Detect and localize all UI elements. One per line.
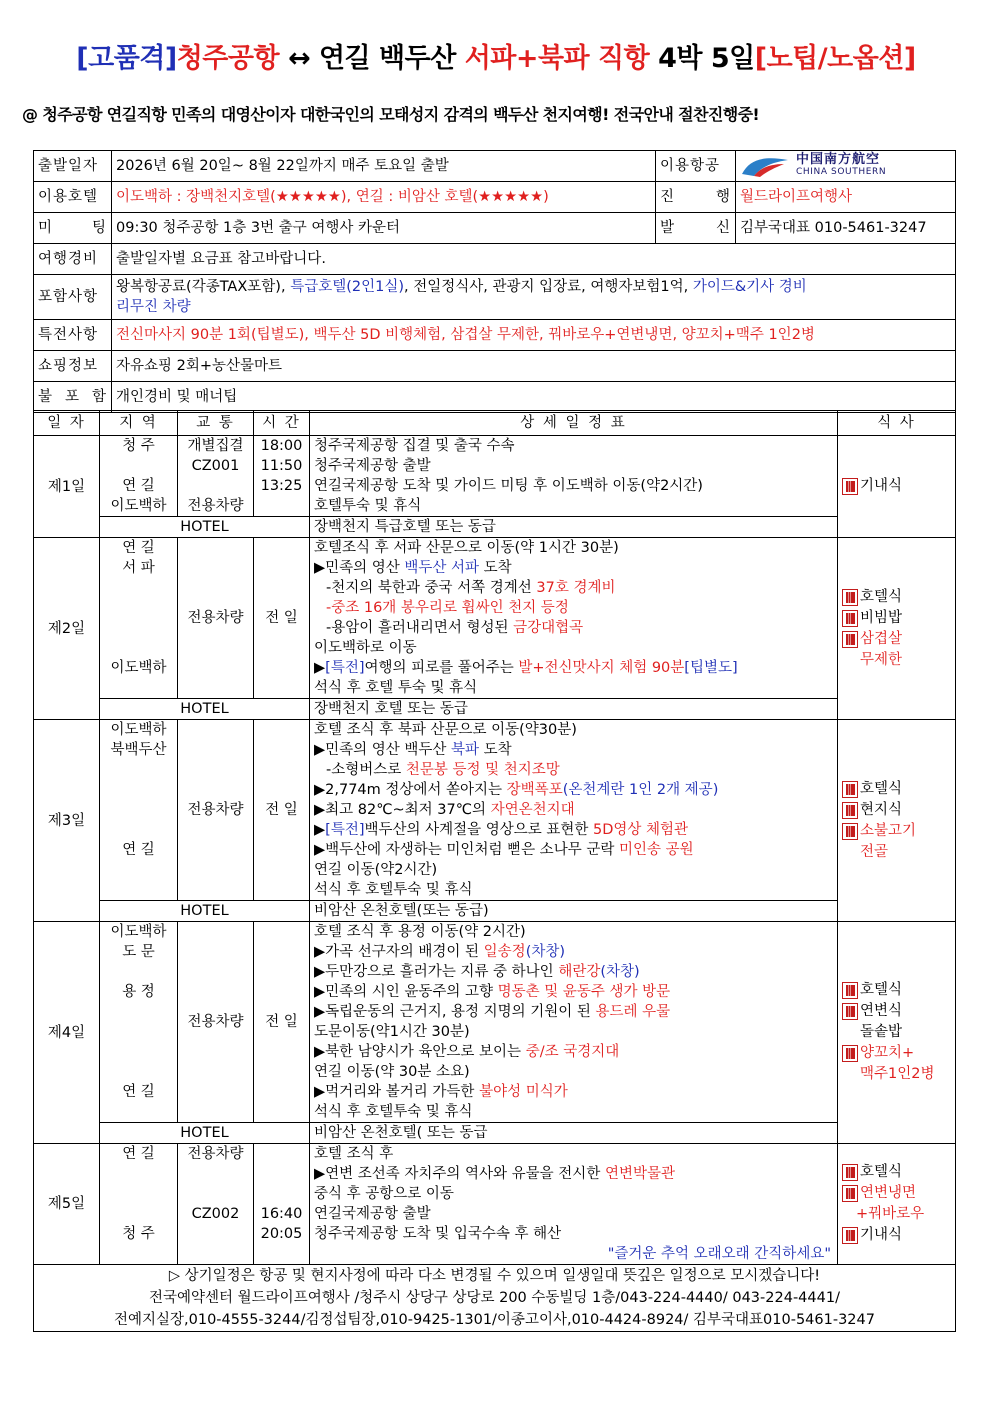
footer-notice bbox=[34, 1265, 956, 1332]
day-1-hotel-label: HOTEL bbox=[100, 517, 310, 538]
page-subtitle: @ 청주공항 연길직항 민족의 대영산이자 대한국인의 모태성지 감격의 백두산 천지여행! 전국안내 절찬진행중! bbox=[22, 105, 760, 124]
day-3-meals: 호텔식 현지식 소불고기 전골 bbox=[838, 720, 956, 922]
meal-icon bbox=[842, 982, 858, 999]
airline-name-en: CHINA SOUTHERN bbox=[796, 167, 887, 177]
excluded-value: 개인경비 및 매너팁 bbox=[112, 382, 956, 413]
day-1-transport: 개별집결 CZ001 전용차량 bbox=[178, 436, 254, 517]
day-4-transport: 전용차량 bbox=[178, 922, 254, 1123]
header-day: 일 자 bbox=[34, 411, 100, 436]
meal-icon bbox=[842, 1164, 858, 1181]
header-detail: 상 세 일 정 표 bbox=[310, 411, 838, 436]
page-title bbox=[0, 36, 992, 75]
day-2-hotel-label: HOTEL bbox=[100, 699, 310, 720]
day-3-hotel-label: HOTEL bbox=[100, 901, 310, 922]
footer-line-3: 전예지실장,010-4555-3244/김정섭팀장,010-9425-1301/이종고이사,010-4424-8924/ 김부국대표010-5461-3247 bbox=[113, 1312, 875, 1328]
footer-line-1: ▷ 상기일정은 항공 및 현지사정에 따라 다소 변경될 수 있으며 일생일대 뜻깊은 일정으로 모시겠습니다! bbox=[168, 1268, 821, 1284]
day-3-time: 전 일 bbox=[254, 720, 310, 901]
title-route: 서파+북파 직항 bbox=[464, 43, 650, 74]
cost-label: 여행경비 bbox=[34, 244, 112, 275]
tour-info-table bbox=[33, 150, 956, 413]
day-1-meals: 기내식 bbox=[838, 436, 956, 538]
day-3-detail: 호텔 조식 후 북파 산문으로 이동(약30분) ▶민족의 영산 백두산 북파 도착 -소형버스로 천문봉 등정 및 천지조망 ▶2,774m 정상에서 쏟아지는 장백폭포(온천계란 1인 2개 제공) ▶최고 82℃~최저 37℃의 자연온천지대 ▶[특전]백두산의 사계절을 영상으로 표현한 5D영상 체험관 ▶백두산에 자생하는 미인처럼 뻗은 소나무 군락 미인송 공원 연길 이동(약2시간) 석식 후 호텔투숙 및 휴식 bbox=[310, 720, 838, 901]
day-2-detail: 호텔조식 후 서파 산문으로 이동(약 1시간 30분) ▶민족의 영산 백두산 서파 도착 -천지의 북한과 중국 서쪽 경계선 37호 경계비 -중조 16개 봉우리로 휩싸인 천지 등정 -용암이 흘러내리면서 형성된 금강대협곡 이도백하로 이동 ▶[특전]여행의 피로를 풀어주는 발+전신맛사지 체험 90분[팁별도] 석식 후 호텔 투숙 및 휴식 bbox=[310, 538, 838, 699]
cost-value: 출발일자별 요금표 참고바랍니다. bbox=[112, 244, 956, 275]
day-1-detail: 청주국제공항 집결 및 출국 수속 청주국제공항 출발 연길국제공항 도착 및 가이드 미팅 후 이도백하 이동(약2시간) 호텔투숙 및 휴식 bbox=[310, 436, 838, 517]
meal-icon bbox=[842, 802, 858, 819]
day-5-detail: 호텔 조식 후 ▶연변 조선족 자치주의 역사와 유물을 전시한 연변박물관 중식 후 공항으로 이동 연길국제공항 출발 청주국제공항 도착 및 입국수속 후 해산 "즐거운 추억 오래오래 간직하세요" bbox=[310, 1144, 838, 1265]
title-notip-tag: [노팁/노옵션] bbox=[754, 43, 916, 74]
meal-icon bbox=[842, 631, 858, 648]
day-2-regions: 연 길 서 파 이도백하 bbox=[100, 538, 178, 699]
day-5-label: 제5일 bbox=[34, 1144, 100, 1265]
airline-logo bbox=[736, 151, 956, 182]
title-premium-tag: [고품격] bbox=[76, 43, 177, 74]
header-time: 시 간 bbox=[254, 411, 310, 436]
meeting-value: 09:30 청주공항 1층 3번 출구 여행사 카운터 bbox=[112, 213, 656, 244]
day-2-time: 전 일 bbox=[254, 538, 310, 699]
day-4-hotel-label: HOTEL bbox=[100, 1123, 310, 1144]
day-2-transport: 전용차량 bbox=[178, 538, 254, 699]
day-4-meals: 호텔식 연변식 돌솥밥 양꼬치+ 맥주1인2병 bbox=[838, 922, 956, 1144]
day-5-regions: 연 길 청 주 bbox=[100, 1144, 178, 1265]
day-4-label: 제4일 bbox=[34, 922, 100, 1144]
itinerary-table bbox=[33, 410, 956, 1332]
day-4-hotel: 비암산 온천호텔( 또는 동급 bbox=[310, 1123, 838, 1144]
sender-value: 김부국대표 010-5461-3247 bbox=[736, 213, 956, 244]
operator-label: 진 행 bbox=[656, 182, 736, 213]
excluded-label: 불 포 함 bbox=[34, 382, 112, 413]
meal-icon bbox=[842, 1185, 858, 1202]
airline-name-cn: 中国南方航空 bbox=[796, 152, 881, 167]
header-region: 지 역 bbox=[100, 411, 178, 436]
operator-value: 월드라이프여행사 bbox=[736, 182, 956, 213]
meal-icon bbox=[842, 823, 858, 840]
departure-label: 출발일자 bbox=[34, 151, 112, 182]
day-3-label: 제3일 bbox=[34, 720, 100, 922]
day-4-detail: 호텔 조식 후 용정 이동(약 2시간) ▶가곡 선구자의 배경이 된 일송정(차창) ▶두만강으로 흘러가는 지류 중 하나인 해란강(차창) ▶민족의 시인 윤동주의 고향 명동촌 및 윤동주 생가 방문 ▶독립운동의 근거지, 용정 지명의 기원이 된 용드레 우물 도문이동(약1시간 30분) ▶북한 남양시가 육안으로 보이는 중/조 국경지대 연길 이동(약 30분 소요) ▶먹거리와 볼거리 가득한 불야성 미식가 석식 후 호텔투숙 및 휴식 bbox=[310, 922, 838, 1123]
day-1-hotel: 장백천지 특급호텔 또는 동급 bbox=[310, 517, 838, 538]
day-3-hotel: 비암산 온천호텔(또는 동급) bbox=[310, 901, 838, 922]
day-5-meals: 호텔식 연변냉면 +꿔바로우 기내식 bbox=[838, 1144, 956, 1265]
day-2-hotel: 장백천지 호텔 또는 동급 bbox=[310, 699, 838, 720]
title-origin: 청주공항 bbox=[176, 43, 280, 74]
day-5-transport: 전용차량 CZ002 bbox=[178, 1144, 254, 1265]
shopping-label: 쇼핑정보 bbox=[34, 351, 112, 382]
bonus-label: 특전사항 bbox=[34, 320, 112, 351]
day-1-times: 18:00 11:50 13:25 bbox=[254, 436, 310, 517]
included-label: 포함사항 bbox=[34, 275, 112, 320]
meal-icon bbox=[842, 610, 858, 627]
title-duration: 4박 5일 bbox=[649, 43, 755, 74]
hotel-value: 이도백하 : 장백천지호텔(★★★★★), 연길 : 비암산 호텔(★★★★★) bbox=[112, 182, 656, 213]
day-1-label: 제1일 bbox=[34, 436, 100, 538]
meal-icon bbox=[842, 781, 858, 798]
day-5-times: 16:40 20:05 bbox=[254, 1144, 310, 1265]
shopping-value: 자유쇼핑 2회+농산물마트 bbox=[112, 351, 956, 382]
day-3-regions: 이도백하 북백두산 연 길 bbox=[100, 720, 178, 901]
bonus-value: 전신마사지 90분 1회(팁별도), 백두산 5D 비행체험, 삼겹살 무제한, 꿔바로우+연변냉면, 양꼬치+맥주 1인2병 bbox=[112, 320, 956, 351]
china-southern-logo-icon bbox=[740, 154, 790, 178]
meal-icon bbox=[842, 478, 858, 495]
day-2-meals: 호텔식 비빔밥 삼겹살 무제한 bbox=[838, 538, 956, 720]
day-3-transport: 전용차량 bbox=[178, 720, 254, 901]
airline-label: 이용항공 bbox=[656, 151, 736, 182]
meal-icon bbox=[842, 1045, 858, 1062]
meeting-label: 미 팅 bbox=[34, 213, 112, 244]
day-4-time: 전 일 bbox=[254, 922, 310, 1123]
title-destination: ↔ 연길 백두산 bbox=[279, 43, 465, 74]
included-value: 왕복항공료(각종TAX포함), 특급호텔(2인1실), 전일정식사, 관광지 입장료, 여행자보험1억, 가이드&기사 경비 리무진 차량 bbox=[112, 275, 956, 320]
meal-icon bbox=[842, 1003, 858, 1020]
header-transport: 교 통 bbox=[178, 411, 254, 436]
day-1-regions: 청 주 연 길 이도백하 bbox=[100, 436, 178, 517]
footer-line-2: 전국예약센터 월드라이프여행사 /청주시 상당구 상당로 200 수동빌딩 1층/043-224-4440/ 043-224-4441/ bbox=[149, 1290, 840, 1306]
day-2-label: 제2일 bbox=[34, 538, 100, 720]
day-4-regions: 이도백하 도 문 용 정 연 길 bbox=[100, 922, 178, 1123]
meal-icon bbox=[842, 1227, 858, 1244]
header-meal: 식 사 bbox=[838, 411, 956, 436]
departure-value: 2026년 6월 20일~ 8월 22일까지 매주 토요일 출발 bbox=[112, 151, 656, 182]
hotel-label: 이용호텔 bbox=[34, 182, 112, 213]
sender-label: 발 신 bbox=[656, 213, 736, 244]
meal-icon bbox=[842, 589, 858, 606]
